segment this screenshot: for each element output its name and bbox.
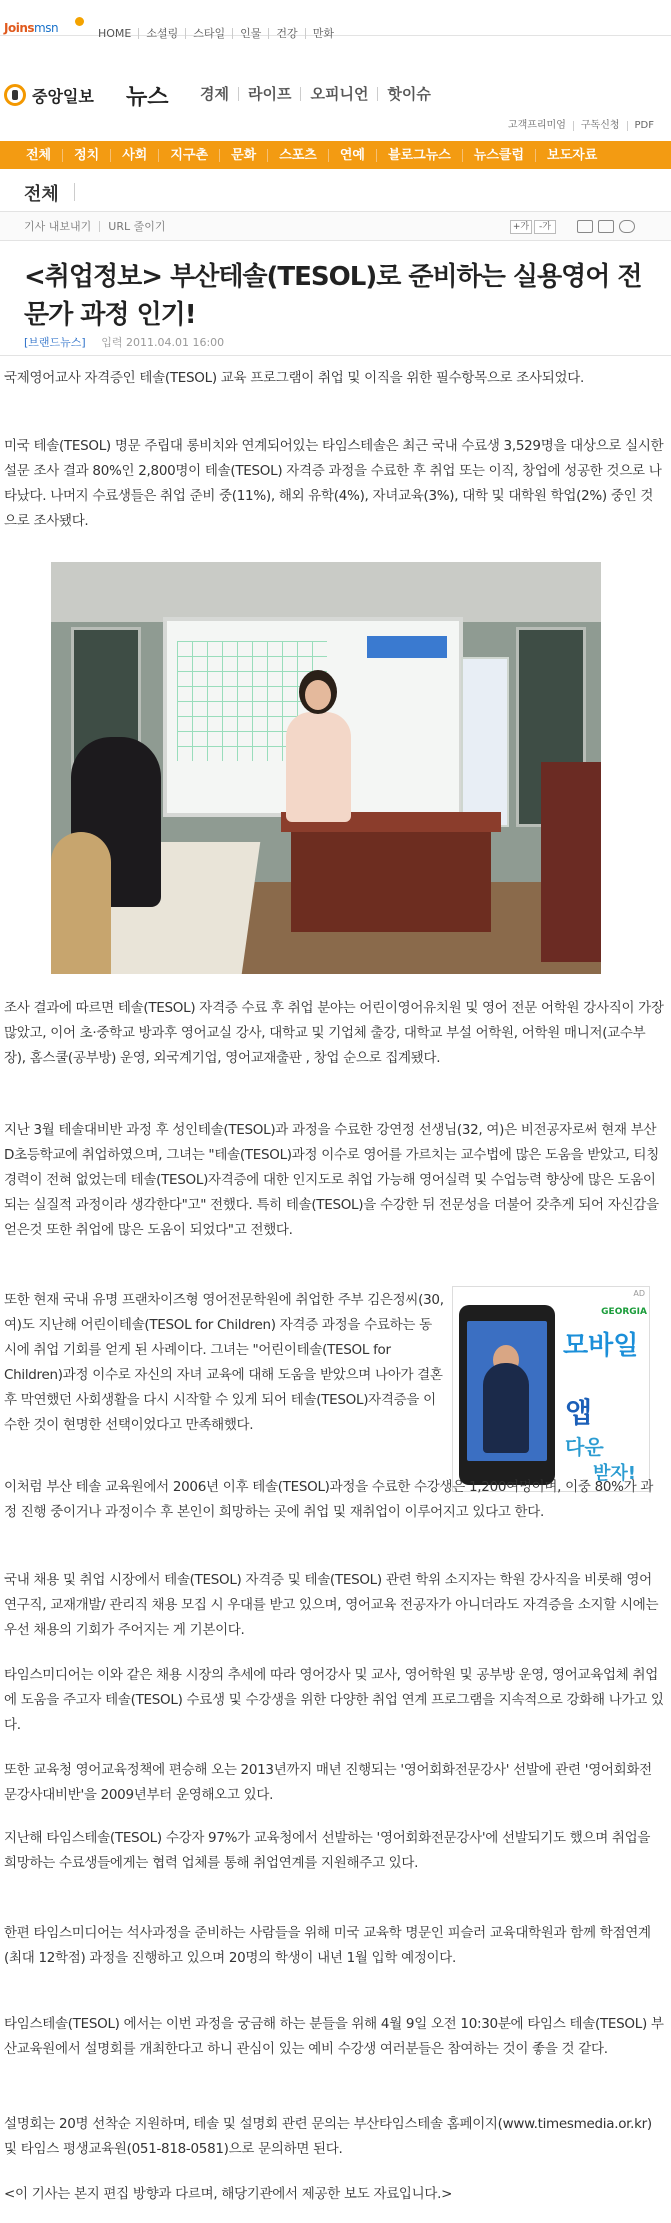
menu-entertainment[interactable]: 연예 [328,149,376,162]
top-nav [98,28,341,39]
article-disclaimer: <이 기사는 본지 편집 방향과 다르며, 해당기관에서 제공한 보도 자료입니다.> [4,2186,453,2202]
article-paragraph: 이처럼 부산 테솔 교육원에서 2006년 이후 테솔(TESOL)과정을 수료한 수강생은 1,200여명이며, 이중 80%가 과정 진행 중이거나 과정이수 후 본인이 희망하는 곳에 취업 및 재취업이 이루어지고 있다고 한다. [4,1479,654,1520]
article-paragraph: 국내 채용 및 취업 시장에서 테솔(TESOL) 자격증 및 테솔(TESOL) 관련 학위 소지자는 학원 강사직을 비롯해 영어연구직, 교재개발/ 관리직 채용 모집 시 우대를 받고 있으며, 영어교육 전공자가 아니더라도 자격증을 소지할 시에는 우선 채용의 기회가 주어지는 게 기본이다. [4,1572,659,1638]
article-paragraph: 타임스테솔(TESOL) 에서는 이번 과정을 궁금해 하는 분들을 위해 4월 9일 오전 10:30분에 타임스 테솔(TESOL) 부산교육원에서 설명회를 개최한다고 하니 관심이 있는 예비 수강생 여러분들은 참여하는 것이 좋을 것 같다. [4,2016,664,2057]
topnav-health[interactable]: 건강 [268,28,304,39]
topnav-people[interactable]: 인물 [232,28,268,39]
brand-name[interactable]: 중앙일보 [32,87,94,106]
brandnav-life[interactable]: 라이프 [238,87,300,101]
font-decrease-button[interactable]: -가 [534,220,556,234]
menu-sports[interactable]: 스포츠 [267,149,328,162]
top-bar [0,0,671,40]
menu-news-club[interactable]: 뉴스클럽 [462,149,535,162]
byline-date: 입력 2011.04.01 16:00 [101,336,225,349]
export-article-link[interactable]: 기사 내보내기 [24,220,92,233]
article-paragraph: 타임스미디어는 이와 같은 채용 시장의 추세에 따라 영어강사 및 교사, 영어학원 및 공부방 운영, 영어교육업체 취업에 도움을 주고자 테솔(TESOL) 수료생 및 수강생을 위한 다양한 취업 연계 프로그램을 지속적으로 강화해 나가고 있다. [4,1667,664,1733]
article-paragraph: 한편 타임스미디어는 석사과정을 준비하는 사람들을 위해 미국 교육학 명문인 피슬러 교육대학원과 함께 학점연계(최대 12학점) 과정을 진행하고 있으며 20명의 학생이 내년 1월 입학 예정이다. [4,1925,651,1966]
util-pdf[interactable]: PDF [627,121,661,131]
ad-text-download: 다운 [565,1435,604,1459]
mobile-app-ad[interactable] [452,1286,650,1492]
ad-brand: GEORGIA [601,1307,647,1317]
article-paragraph: 또한 현재 국내 유명 프랜차이즈형 영어전문학원에 취업한 주부 김은정씨(30, 여)도 지난해 어린이테솔(TESOL for Children) 자격증 과정을 수료하는 동시에 취업 기회를 얻게 된 사례이다. 그녀는 "어린이테솔(TESOL for Children)과정 이수로 자신의 자녀 교육에 대해 도움을 받았으며 나아가 결혼 후 막연했던 사회생활을 다시 시작할 수 있게 되어 테솔(TESOL)자격증을 이수한 것이 현명한 선택이었다고 만족해했다. [4,1292,444,1433]
byline-tag[interactable]: [브랜드뉴스] [24,336,86,349]
menu-politics[interactable]: 정치 [62,149,110,162]
joongang-logo-icon[interactable] [4,84,26,106]
article-toolbar [0,211,671,241]
logo-msn-text: msn [34,21,59,35]
headline-divider [0,355,671,356]
article-paragraph: 조사 결과에 따르면 테솔(TESOL) 자격증 수료 후 취업 분야는 어린이영어유치원 및 영어 전문 어학원 강사직이 가장 많았고, 이어 초·중학교 방과후 영어교실 강사, 대학교 및 기업체 출강, 대학교 부설 어학원, 어학원 매니저(교수부장), 홈스쿨(공부방) 운영, 외국계기업, 영어교재출판 , 창업 순으로 집계됐다. [4,1000,664,1066]
article-paragraph: 설명회는 20명 선착순 지원하며, 테솔 및 설명회 관련 문의는 부산타임스테솔 홈페이지(www.timesmedia.or.kr) 및 타임스 평생교육원(051-818-0581)으로 문의하면 된다. [4,2116,652,2157]
ad-text-app: 앱 [565,1396,593,1429]
topnav-social[interactable]: 소셜링 [138,28,185,39]
brandnav-opinion[interactable]: 오피니언 [300,87,377,101]
article-paragraph: 또한 교육청 영어교육정책에 편승해 오는 2013년까지 매년 진행되는 '영어회화전문강사' 선발에 관련 '영어회화전문강사대비반'을 2009년부터 운영해오고 있다. [4,1762,652,1803]
ad-text-mobile: 모바일 [563,1331,639,1361]
topnav-style[interactable]: 스타일 [185,28,232,39]
article-headline: <취업정보> 부산테솔(TESOL)로 준비하는 실용영어 전문가 과정 인기! [24,262,642,330]
section-divider [74,183,75,201]
article-photo [51,562,601,974]
article-paragraph: 미국 테솔(TESOL) 명문 주립대 롱비치와 연계되어있는 타임스테솔은 최근 국내 수료생 3,529명을 대상으로 실시한 설문 조사 결과 80%인 2,800명이 테솔(TESOL) 자격증 과정을 수료한 후 취업 또는 이직, 창업에 성공한 것으로 나타났다. 나머지 수료생들은 취업 준비 중(11%), 해외 유학(4%), 자녀교육(3%), 대학 및 대학원 학업(2%) 중인 것으로 조사됐다. [4,438,664,529]
shorten-url-link[interactable]: URL 줄이기 [99,221,173,232]
article-paragraph: 지난해 타임스테솔(TESOL) 수강자 97%가 교육청에서 선발하는 '영어회화전문강사'에 선발되기도 했으며 취업을 희망하는 수료생들에게는 협력 업체를 통해 취업연계를 지원해주고 있다. [4,1830,651,1871]
share-icon[interactable] [619,220,635,233]
ad-label: AD [633,1289,645,1298]
logo-joins-text: Joins [4,21,35,35]
article-paragraph: 국제영어교사 자격증인 테솔(TESOL) 교육 프로그램이 취업 및 이직을 위한 필수항목으로 조사되었다. [4,370,584,386]
util-subscribe[interactable]: 구독신청 [573,121,627,131]
logo-dot-icon [75,17,84,26]
main-menu [0,141,671,169]
menu-blog-news[interactable]: 블로그뉴스 [376,149,462,162]
brand-nav [200,87,440,101]
topnav-cartoon[interactable]: 만화 [305,28,341,39]
util-premium[interactable]: 고객프리미엄 [507,120,566,131]
menu-all[interactable]: 전체 [26,147,52,163]
font-increase-button[interactable]: +가 [510,220,532,234]
topnav-home[interactable]: HOME [98,27,132,40]
brandnav-economy[interactable]: 경제 [200,85,229,103]
ad-person [483,1363,529,1453]
print-icon[interactable] [577,220,593,233]
email-icon[interactable] [598,220,614,233]
menu-culture[interactable]: 문화 [219,149,267,162]
brandnav-hot-issue[interactable]: 핫이슈 [377,87,439,101]
article-paragraph: 지난 3월 테솔대비반 과정 후 성인테솔(TESOL)과 과정을 수료한 강연정 선생님(32, 여)은 비전공자로써 현재 부산 D초등학교에 취업하였으며, 그녀는 "테솔(TESOL)과정 이수로 영어를 가르치는 교수법에 많은 도움을 받았고, 티칭경력이 전혀 없었는데 테솔(TESOL)자격증에 대한 인지도로 취업 가능해 영어실력 및 수업능력 향상에 많은 도움이 되는 실질적 과정이라 생각한다"고" 전했다. 특히 테솔(TESOL)을 수강한 뒤 전문성을 더불어 갖추게 되어 자신감을 얻은것 또한 취업에 많은 도움이 되었다"고 전했다. [4,1122,659,1238]
ad-text-get: 받자! [593,1463,636,1484]
menu-world[interactable]: 지구촌 [158,149,219,162]
menu-society[interactable]: 사회 [110,149,158,162]
section-title: 전체 [24,184,59,205]
menu-press-release[interactable]: 보도자료 [535,149,608,162]
util-nav [501,121,661,131]
article-byline [24,334,224,350]
brand-section[interactable]: 뉴스 [126,85,169,110]
joins-msn-logo[interactable] [4,21,58,35]
